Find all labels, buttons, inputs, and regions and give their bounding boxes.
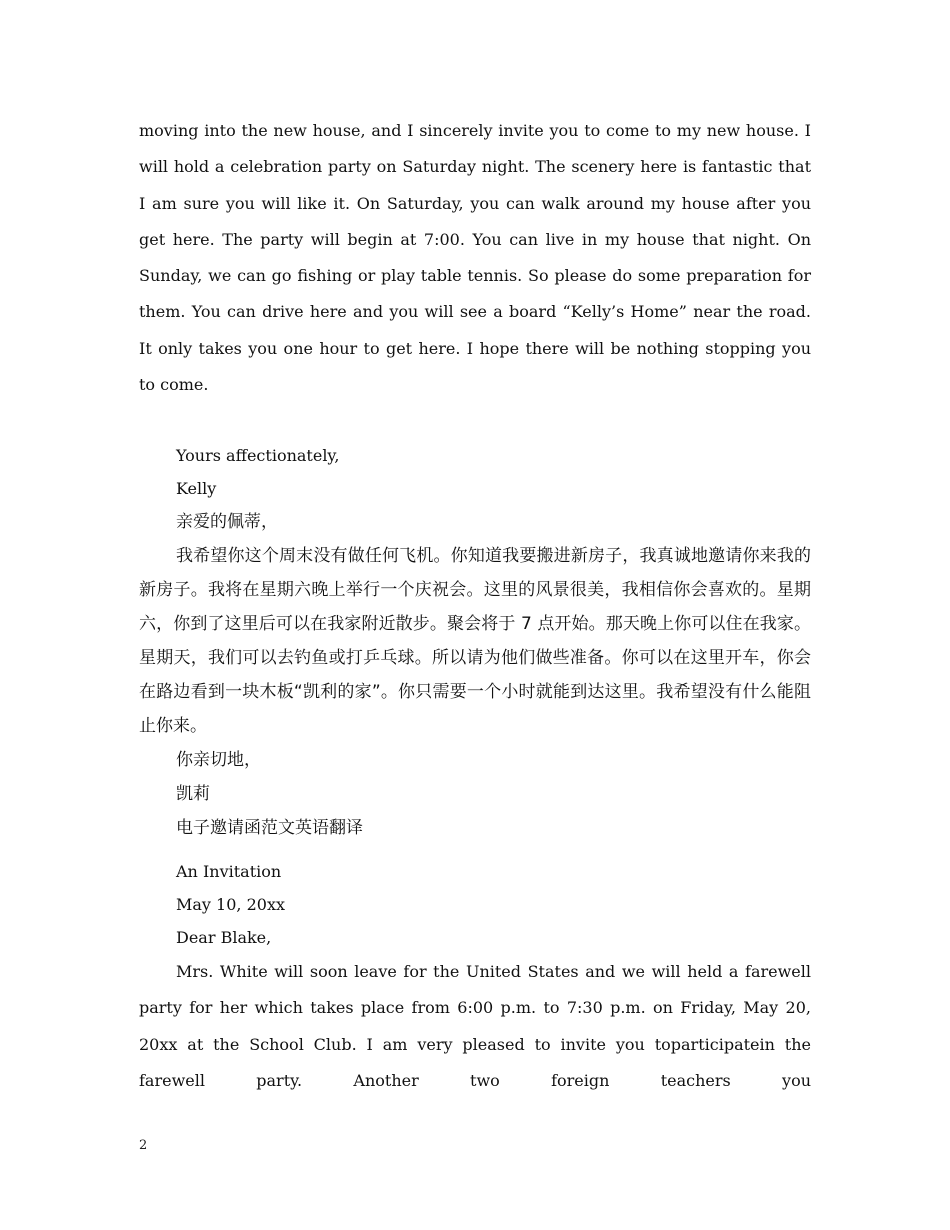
letter1-closing-block <box>139 439 811 505</box>
translation-salutation: 亲爱的佩蒂， <box>176 512 278 532</box>
letter2-body-text: Mrs. White will soon leave for the United States and we will held a farewell party for her which takes place from 6:00 p.m. to 7:30 p.m. on Friday, May 20, 20xx at the School Club. I am very pleased to invite you toparticipatein the farewell party. Another two foreign teachers you <box>139 962 811 1090</box>
letter2-body <box>139 954 811 1099</box>
letter1-closing: Yours affectionately, <box>176 446 340 465</box>
letter1-body <box>139 113 811 403</box>
translation-closing: 你亲切地， <box>176 750 261 770</box>
section-heading: 电子邀请函范文英语翻译 <box>176 818 363 838</box>
translation-block <box>139 505 811 845</box>
letter2-salutation: Dear Blake, <box>176 928 272 947</box>
page-number: 2 <box>139 1138 148 1153</box>
translation-body: 我希望你这个周末没有做任何飞机。你知道我要搬进新房子，我真诚地邀请你来我的新房子。我将在星期六晚上举行一个庆祝会。这里的风景很美，我相信你会喜欢的。星期六，你到了这里后可以在我家附近散步。聚会将于 7 点开始。那天晚上你可以住在我家。星期天，我们可以去钓鱼或打乒乓球。所以请为他们做些准备。你可以在这里开车，你会在路边看到一块木板“凯利的家”。你只需要一个小时就能到达这里。我希望没有什么能阻止你来。 <box>139 546 811 736</box>
letter2-header-block <box>139 855 811 954</box>
letter2-title: An Invitation <box>176 862 282 881</box>
letter1-signature: Kelly <box>176 479 217 498</box>
letter2-date: May 10, 20xx <box>176 895 285 914</box>
letter1-body-text: moving into the new house, and I sincerely invite you to come to my new house. I will hold a celebration party on Saturday night. The scenery here is fantastic that I am sure you will like it. On Saturday, you can walk around my house after you get here. The party will begin at 7:00. You can live in my house that night. On Sunday, we can go fishing or play table tennis. So please do some preparation for them. You can drive here and you will see a board “Kelly’s Home” near the road. It only takes you one hour to get here. I hope there will be nothing stopping you to come. <box>139 121 811 395</box>
translation-signature: 凯莉 <box>176 784 210 804</box>
